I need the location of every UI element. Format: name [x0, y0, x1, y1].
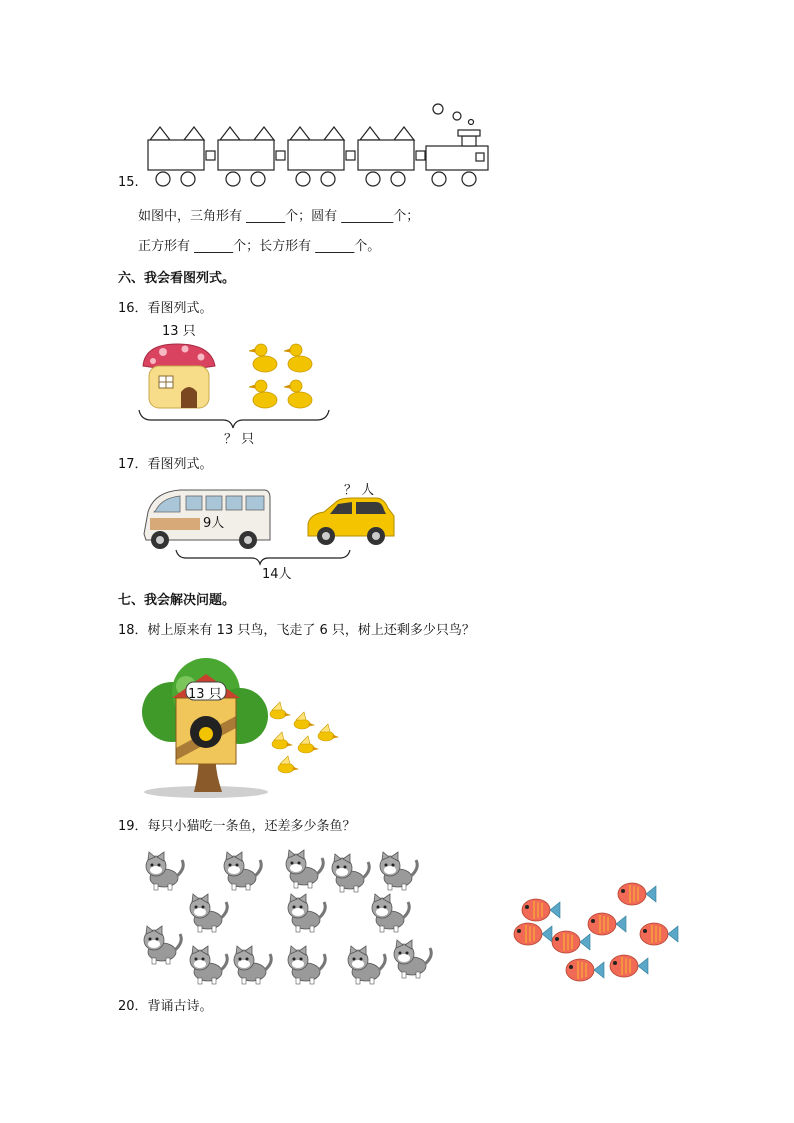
cat-icon — [286, 850, 323, 888]
question-15-line-2: 正方形有 ______个；长方形有 ______个。 — [138, 239, 381, 254]
van-label: 9人 — [203, 516, 225, 531]
bird-icon — [270, 702, 290, 719]
question-16-bottom-label: ？ 只 — [224, 432, 255, 447]
mushroom-house-icon — [143, 344, 215, 408]
question-20-title: 20．背诵古诗。 — [118, 999, 213, 1014]
train-carriage — [358, 127, 414, 186]
question-15-number: 15. — [118, 175, 139, 190]
cat-icon — [234, 946, 271, 984]
bird-house-label: 13 只 — [188, 687, 222, 702]
train-figure — [140, 100, 500, 190]
cat-icon — [380, 852, 417, 890]
train-carriage — [218, 127, 274, 186]
section-6-heading: 六、我会看图列式。 — [118, 271, 236, 286]
cat-icon — [372, 894, 409, 932]
bird-icon — [318, 724, 338, 741]
question-18-title: 18．树上原来有 13 只鸟，飞走了 6 只，树上还剩多少只鸟？ — [118, 623, 475, 638]
cat-icon — [190, 894, 227, 932]
fish-icon — [566, 959, 604, 981]
bird-icon — [272, 732, 292, 749]
cat-icon — [394, 940, 431, 978]
car-icon — [308, 498, 394, 545]
cat-group — [144, 850, 431, 984]
car-label: ？ 人 — [344, 483, 375, 498]
mushroom-house-and-ducks — [135, 340, 335, 430]
bird-icon — [278, 756, 298, 773]
fish-icon — [522, 899, 560, 921]
cat-icon — [144, 926, 181, 964]
fish-icon — [588, 913, 626, 935]
fish-icon — [514, 923, 552, 945]
cat-icon — [332, 854, 369, 892]
question-19-title: 19．每只小猫吃一条鱼，还差多少条鱼？ — [118, 819, 356, 834]
fish-icon — [618, 883, 656, 905]
duck-icon — [284, 344, 312, 372]
fish-group — [514, 883, 678, 981]
train-carriage — [288, 127, 344, 186]
fish-icon — [640, 923, 678, 945]
cat-icon — [224, 852, 261, 890]
total-label: 14人 — [262, 567, 292, 582]
bird-icon — [294, 712, 314, 729]
cats-and-fish — [130, 846, 680, 986]
train-carriage — [148, 127, 204, 186]
section-7-heading: 七、我会解决问题。 — [118, 593, 236, 608]
cat-icon — [288, 946, 325, 984]
brace — [176, 550, 350, 564]
duck-icon — [249, 380, 277, 408]
question-16-top-label: 13 只 — [162, 324, 196, 339]
bird-icon — [298, 736, 318, 753]
duck-icon — [284, 380, 312, 408]
question-15-line-1: 如图中，三角形有 ______个；圆有 ________个； — [138, 209, 420, 224]
fish-icon — [610, 955, 648, 977]
train-engine — [426, 104, 488, 186]
brace — [139, 410, 329, 428]
duck-icon — [249, 344, 277, 372]
fish-icon — [552, 931, 590, 953]
tree-and-birds — [136, 656, 346, 801]
question-16-title: 16．看图列式。 — [118, 301, 213, 316]
cat-icon — [146, 852, 183, 890]
cat-icon — [348, 946, 385, 984]
question-17-title: 17．看图列式。 — [118, 457, 213, 472]
cat-icon — [288, 894, 325, 932]
cat-icon — [190, 946, 227, 984]
